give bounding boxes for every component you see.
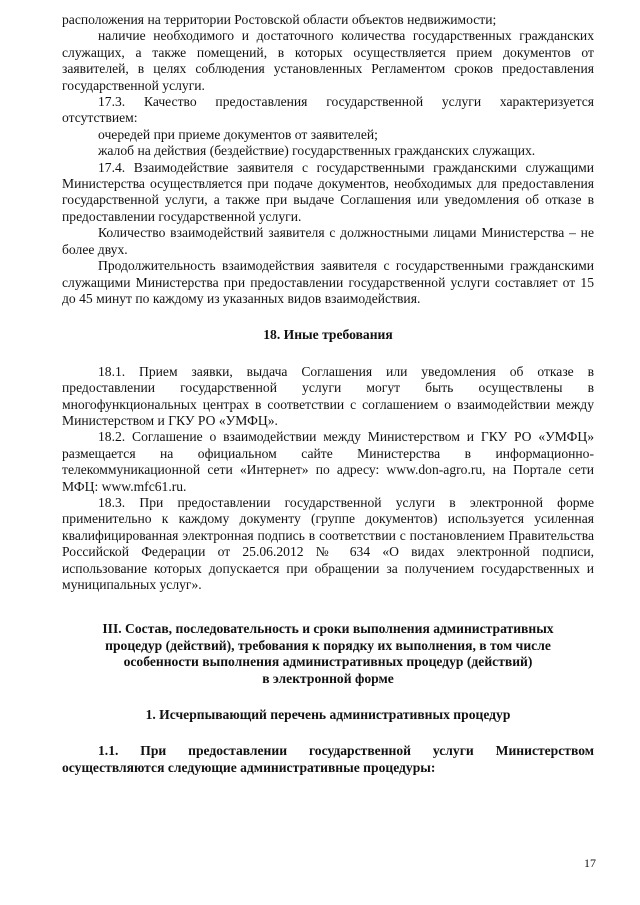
paragraph: жалоб на действия (бездействие) государственных гражданских служащих. [98,143,536,159]
paragraph: 17.3. Качество предоставления государственной услуги характеризуется отсутствием: [62,94,594,126]
bold-text: 1.1. При предоставлении государственной услуги Министерством осуществляются следующие административные процедуры: [62,743,594,775]
chapter-heading-line: процедур (действий), требования к порядку их выполнения, в том числе [105,637,551,653]
chapter-heading [62,621,594,687]
paragraph: 18.3. При предоставлении государственной услуги в электронной форме применительно к каждому документу (группе документов) используется усиленная квалифицированная электронная подпись в соответствии с постановлением Правительства Российской Федерации от 25.06.2012 № 634 «О видах электронной подписи, использование которых допускается при обращении за получением государственных и муниципальных услуг». [62,494,594,592]
paragraph: наличие необходимого и достаточного количества государственных гражданских служащих, а также помещений, в которых осуществляется прием документов от заявителей, в целях соблюдения установленных Регламентом сроков предоставления государственной услуги. [62,28,594,93]
paragraph: 18.2. Соглашение о взаимодействии между Министерством и ГКУ РО «УМФЦ» размещается на официальном сайте Министерства в информационно-телекоммуникационной сети «Интернет» по адресу: www.don-agro.ru, на Портале сети МФЦ: www.mfc61.ru. [62,429,594,494]
chapter-heading-line: особенности выполнения административных процедур (действий) [123,654,533,670]
section-heading-18: 18. Иные требования [263,327,393,343]
chapter-heading-line: в электронной форме [262,670,394,686]
paragraph: расположения на территории Ростовской области объектов недвижимости; [62,12,497,27]
chapter-heading-line: III. Состав, последовательность и сроки выполнения административных [102,621,554,637]
subsection-heading: 1. Исчерпывающий перечень административных процедур [145,707,511,723]
document-body [62,12,594,776]
paragraph: Количество взаимодействий заявителя с должностными лицами Министерства – не более двух. [62,225,594,257]
paragraph: 18.1. Прием заявки, выдача Соглашения или уведомления об отказе в предоставлении государственной услуги могут быть осуществлены в многофункциональных центрах в соответствии с соглашением о взаимодействии между Министерством и ГКУ РО «УМФЦ». [62,363,594,428]
paragraph: 17.4. Взаимодействие заявителя с государственными гражданскими служащими Министерства осуществляется при подаче документов, необходимых для предоставления государственной услуги, а также при выдаче Соглашения или уведомления об отказе в предоставлении государственной услуги. [62,159,594,224]
page-number: 17 [584,856,596,870]
paragraph: Продолжительность взаимодействия заявителя с государственными гражданскими служащими Министерства при предоставлении государственной услуги составляет от 15 до 45 минут по каждому из указанных видов взаимодействия. [62,258,594,306]
paragraph-bold [62,743,594,776]
paragraph: очередей при приеме документов от заявителей; [98,126,378,142]
